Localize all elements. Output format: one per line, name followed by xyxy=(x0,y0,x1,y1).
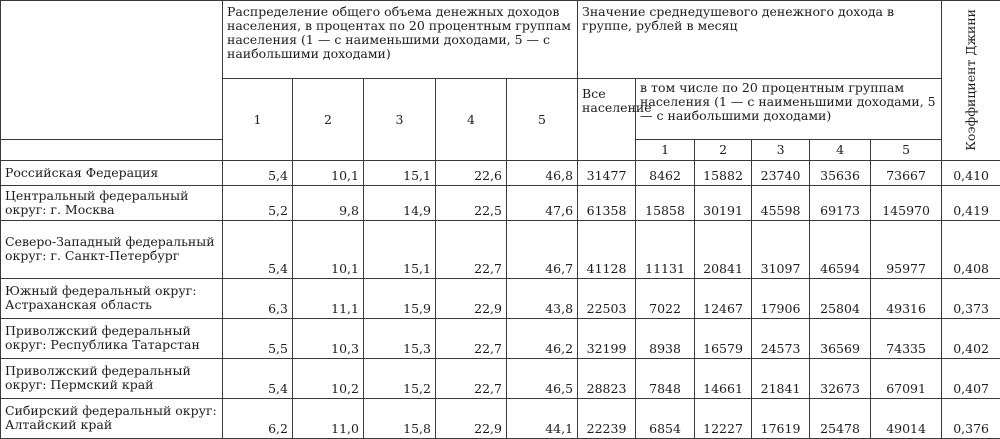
table-row xyxy=(1,220,1000,278)
region-header-spacer xyxy=(1,139,223,160)
avg-value-cell: 145970 xyxy=(871,185,942,220)
dist-value-cell: 11,1 xyxy=(293,278,364,318)
table-body xyxy=(1,160,1000,438)
gini-value-cell: 0,407 xyxy=(942,358,1000,398)
avg-value-cell: 30191 xyxy=(695,185,752,220)
all-population-value-cell: 41128 xyxy=(578,220,636,278)
dist-value-cell: 22,6 xyxy=(436,160,507,185)
avg-value-cell: 25478 xyxy=(810,398,871,438)
avg-value-cell: 14661 xyxy=(695,358,752,398)
region-cell: Центральный федеральный округ: г. Москва xyxy=(1,185,223,220)
gini-header: Коэффициент Джини xyxy=(964,1,978,157)
dist-value-cell: 15,1 xyxy=(364,220,436,278)
avg-value-cell: 25804 xyxy=(810,278,871,318)
region-cell: Сибирский федеральный округ: Алтайский край xyxy=(1,398,223,438)
table-row xyxy=(1,318,1000,358)
avg-group-4-header: 4 xyxy=(810,139,871,160)
table-row xyxy=(1,358,1000,398)
avg-group-1-header: 1 xyxy=(636,139,695,160)
dist-group-1-header: 1 xyxy=(223,79,293,161)
all-population-value-cell: 22239 xyxy=(578,398,636,438)
avg-value-cell: 73667 xyxy=(871,160,942,185)
avg-value-cell: 67091 xyxy=(871,358,942,398)
dist-value-cell: 43,8 xyxy=(507,278,578,318)
dist-value-cell: 5,4 xyxy=(223,220,293,278)
table-row xyxy=(1,160,1000,185)
avg-group-5-header: 5 xyxy=(871,139,942,160)
gini-header-cell xyxy=(942,1,1000,161)
dist-value-cell: 22,7 xyxy=(436,220,507,278)
avg-value-cell: 15882 xyxy=(695,160,752,185)
region-header-cell xyxy=(1,1,223,140)
avg-value-cell: 49014 xyxy=(871,398,942,438)
avg-value-cell: 32673 xyxy=(810,358,871,398)
dist-value-cell: 10,3 xyxy=(293,318,364,358)
dist-group-3-header: 3 xyxy=(364,79,436,161)
avg-value-cell: 8938 xyxy=(636,318,695,358)
by-groups-header: в том числе по 20 процентным группам населения (1 — с наименьшими доходами, 5 — с наибольшими доходами) xyxy=(636,79,942,140)
avg-value-cell: 7848 xyxy=(636,358,695,398)
gini-value-cell: 0,376 xyxy=(942,398,1000,438)
region-cell: Российская Федерация xyxy=(1,160,223,185)
distribution-header: Распределение общего объема денежных доходов населения, в процентах по 20 процентным группам населения (1 — с наименьшими доходами, 5 — с наибольшими доходами) xyxy=(223,1,578,79)
gini-value-cell: 0,419 xyxy=(942,185,1000,220)
average-income-header: Значение среднедушевого денежного дохода в группе, рублей в месяц xyxy=(578,1,942,79)
gini-value-cell: 0,373 xyxy=(942,278,1000,318)
dist-value-cell: 5,4 xyxy=(223,358,293,398)
avg-value-cell: 31097 xyxy=(752,220,810,278)
dist-value-cell: 5,5 xyxy=(223,318,293,358)
avg-value-cell: 6854 xyxy=(636,398,695,438)
gini-value-cell: 0,408 xyxy=(942,220,1000,278)
dist-value-cell: 46,8 xyxy=(507,160,578,185)
dist-value-cell: 10,1 xyxy=(293,160,364,185)
avg-group-2-header: 2 xyxy=(695,139,752,160)
dist-value-cell: 44,1 xyxy=(507,398,578,438)
avg-value-cell: 24573 xyxy=(752,318,810,358)
dist-value-cell: 14,9 xyxy=(364,185,436,220)
avg-value-cell: 36569 xyxy=(810,318,871,358)
dist-group-4-header: 4 xyxy=(436,79,507,161)
gini-value-cell: 0,402 xyxy=(942,318,1000,358)
region-cell: Приволжский федеральный округ: Республика Татарстан xyxy=(1,318,223,358)
region-cell: Северо-Западный федеральный округ: г. Санкт-Петербург xyxy=(1,220,223,278)
avg-value-cell: 46594 xyxy=(810,220,871,278)
dist-group-5-header: 5 xyxy=(507,79,578,161)
avg-group-3-header: 3 xyxy=(752,139,810,160)
dist-value-cell: 10,1 xyxy=(293,220,364,278)
avg-value-cell: 15858 xyxy=(636,185,695,220)
avg-value-cell: 21841 xyxy=(752,358,810,398)
dist-value-cell: 15,8 xyxy=(364,398,436,438)
avg-value-cell: 74335 xyxy=(871,318,942,358)
all-population-value-cell: 28823 xyxy=(578,358,636,398)
all-population-header: Все население xyxy=(578,79,636,161)
dist-value-cell: 15,2 xyxy=(364,358,436,398)
dist-value-cell: 6,3 xyxy=(223,278,293,318)
dist-value-cell: 5,4 xyxy=(223,160,293,185)
avg-value-cell: 16579 xyxy=(695,318,752,358)
avg-value-cell: 17906 xyxy=(752,278,810,318)
avg-value-cell: 45598 xyxy=(752,185,810,220)
avg-value-cell: 11131 xyxy=(636,220,695,278)
table-row xyxy=(1,398,1000,438)
avg-value-cell: 69173 xyxy=(810,185,871,220)
avg-value-cell: 20841 xyxy=(695,220,752,278)
dist-value-cell: 22,7 xyxy=(436,318,507,358)
all-population-value-cell: 22503 xyxy=(578,278,636,318)
region-cell: Южный федеральный округ: Астраханская область xyxy=(1,278,223,318)
dist-value-cell: 6,2 xyxy=(223,398,293,438)
all-population-value-cell: 31477 xyxy=(578,160,636,185)
avg-value-cell: 8462 xyxy=(636,160,695,185)
dist-value-cell: 9,8 xyxy=(293,185,364,220)
avg-value-cell: 95977 xyxy=(871,220,942,278)
dist-value-cell: 46,5 xyxy=(507,358,578,398)
dist-value-cell: 15,9 xyxy=(364,278,436,318)
avg-value-cell: 17619 xyxy=(752,398,810,438)
avg-value-cell: 49316 xyxy=(871,278,942,318)
dist-value-cell: 10,2 xyxy=(293,358,364,398)
dist-value-cell: 15,3 xyxy=(364,318,436,358)
dist-group-2-header: 2 xyxy=(293,79,364,161)
table-row xyxy=(1,278,1000,318)
dist-value-cell: 5,2 xyxy=(223,185,293,220)
dist-value-cell: 11,0 xyxy=(293,398,364,438)
table-row xyxy=(1,185,1000,220)
avg-value-cell: 23740 xyxy=(752,160,810,185)
dist-value-cell: 15,1 xyxy=(364,160,436,185)
all-population-value-cell: 61358 xyxy=(578,185,636,220)
avg-value-cell: 7022 xyxy=(636,278,695,318)
dist-value-cell: 47,6 xyxy=(507,185,578,220)
avg-value-cell: 12467 xyxy=(695,278,752,318)
gini-value-cell: 0,410 xyxy=(942,160,1000,185)
dist-value-cell: 22,9 xyxy=(436,398,507,438)
dist-value-cell: 22,7 xyxy=(436,358,507,398)
dist-value-cell: 46,7 xyxy=(507,220,578,278)
dist-value-cell: 22,5 xyxy=(436,185,507,220)
dist-value-cell: 22,9 xyxy=(436,278,507,318)
all-population-value-cell: 32199 xyxy=(578,318,636,358)
avg-value-cell: 35636 xyxy=(810,160,871,185)
avg-value-cell: 12227 xyxy=(695,398,752,438)
dist-value-cell: 46,2 xyxy=(507,318,578,358)
region-cell: Приволжский федеральный округ: Пермский край xyxy=(1,358,223,398)
